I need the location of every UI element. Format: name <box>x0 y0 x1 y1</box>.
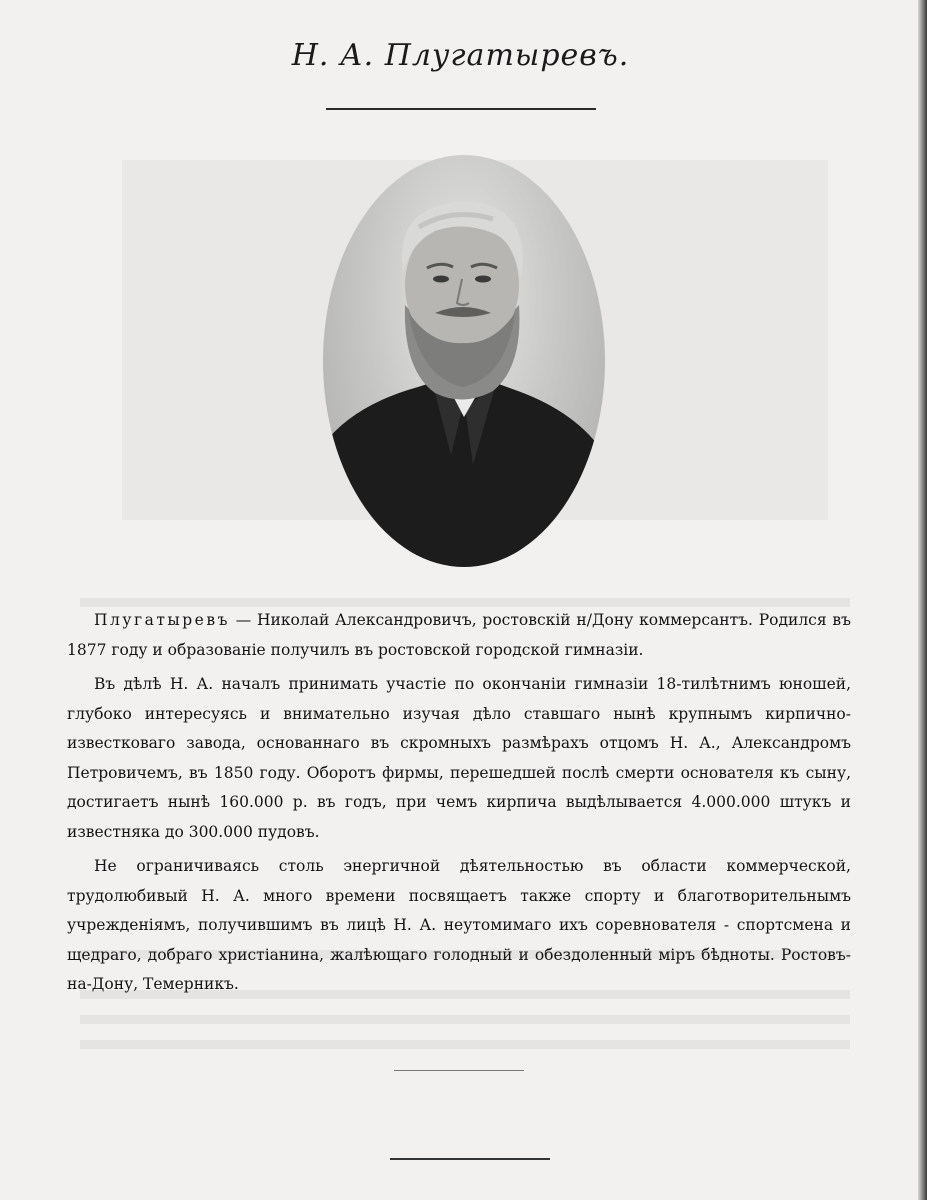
bottom-divider <box>390 1158 550 1160</box>
portrait-photo <box>323 155 605 567</box>
paragraph-text: Въ дѣлѣ Н. А. началъ принимать участіе по окончаніи гимназіи 18-тилѣтнимъ юношей, глубоко интересуясь и внимательно изучая дѣло ставшаго нынѣ крупнымъ кирпично-известковаго завода, основаннаго въ скромныхъ размѣрахъ отцомъ Н. А., Александромъ Петровичемъ, въ 1850 году. Оборотъ фирмы, перешедшей послѣ смерти основателя къ сыну, достигаетъ нынѣ 160.000 р. въ годъ, при чемъ кирпича выдѣлывается 4.000.000 штукъ и известняка до 300.000 пудовъ. <box>67 675 851 841</box>
bleed-through-line <box>80 1015 850 1024</box>
paragraph-text: — Николай Александровичъ, ростовскій н/Дону коммерсантъ. Родился въ 1877 году и образованіе получилъ въ ростовской городской гимназіи. <box>67 611 851 659</box>
bleed-through-line <box>80 1040 850 1049</box>
paragraph-text: Не ограничиваясь столь энергичной дѣятельностью въ области коммерческой, трудолюбивый Н. А. много времени посвящаетъ также спорту и благотворительнымъ учрежденіямъ, получившимъ въ лицѣ Н. А. неутомимаго ихъ соревнователя - спортсмена и щедраго, добраго христіанина, жалѣющаго голодный и обездоленный міръ бѣдноты. Ростовъ-на-Дону, Темерникъ. <box>67 857 851 993</box>
paragraph-3 <box>67 852 851 1000</box>
page-title: Н. А. Плугатыревъ. <box>291 38 630 73</box>
biography-text <box>67 606 851 1005</box>
surname-lead: Плугатыревъ <box>94 611 230 629</box>
title-divider <box>326 108 596 110</box>
paragraph-2 <box>67 670 851 847</box>
bleed-through-divider <box>394 1070 524 1071</box>
paragraph-1 <box>67 606 851 665</box>
page-edge-shadow <box>918 0 927 1200</box>
portrait-icon <box>323 155 605 567</box>
